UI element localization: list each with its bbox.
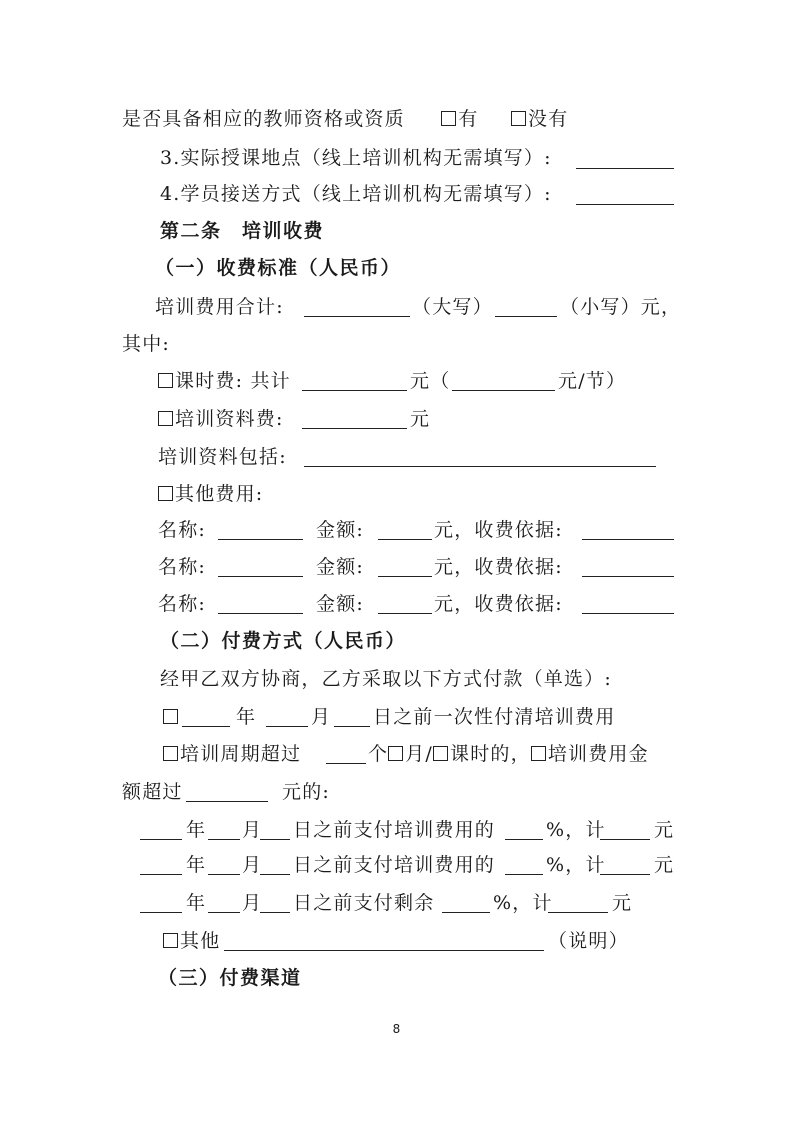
remaining-pct-label: %，计 <box>493 892 553 914</box>
payment-intro-label: 经甲乙双方协商，乙方采取以下方式付款（单选）: <box>160 668 613 690</box>
material-include-line <box>158 444 287 470</box>
cycle-count-field[interactable] <box>326 743 366 764</box>
installment-amount-field[interactable] <box>600 819 650 840</box>
yes-checkbox[interactable] <box>441 111 456 126</box>
installment-year-field[interactable] <box>140 819 182 840</box>
year-label: 年 <box>186 892 207 914</box>
cycle-amount-field[interactable] <box>186 781 268 802</box>
installment-pct-label: %，计 <box>546 854 606 876</box>
fee-name-field[interactable] <box>218 593 303 614</box>
fee-name-label: 名称: <box>158 556 207 578</box>
among-line <box>122 331 170 357</box>
total-fee-label: 培训费用合计: <box>155 296 284 318</box>
fee-basis-label: 元，收费依据: <box>434 593 563 615</box>
month-label: 月 <box>242 854 263 876</box>
other-fee-line <box>158 481 263 507</box>
material-fee-yuan-wrap <box>410 406 430 432</box>
section-1-heading <box>155 255 401 281</box>
fee-basis-label: 元，收费依据: <box>434 519 563 541</box>
article-2-title: 第二条 培训收费 <box>160 220 325 242</box>
fee-amount-label: 金额: <box>316 556 365 578</box>
other-payment-checkbox[interactable] <box>163 933 178 948</box>
one-time-day-field[interactable] <box>334 706 370 727</box>
article-2-heading <box>160 218 324 244</box>
one-time-year-field[interactable] <box>182 706 230 727</box>
cycle-amount-over-label: 额超过 <box>122 781 183 803</box>
cycle-unit-label: 个 <box>368 743 389 765</box>
payment-intro-line <box>160 666 612 692</box>
total-uppercase-label-wrap <box>412 294 493 320</box>
hour-fee-per-field[interactable] <box>452 370 555 391</box>
year-label: 年 <box>186 819 207 841</box>
remaining-amount-field[interactable] <box>548 892 608 913</box>
cycle-amount-label: 培训费用金 <box>547 743 649 765</box>
cycle-hour-checkbox[interactable] <box>433 746 448 761</box>
fee-basis-field[interactable] <box>582 593 674 614</box>
installment-month-field[interactable] <box>208 819 240 840</box>
installment-day-field[interactable] <box>260 819 290 840</box>
hour-fee-per-wrap <box>558 368 626 394</box>
hour-fee-label: 课时费: 共计 <box>175 370 291 392</box>
total-lowercase-field[interactable] <box>495 296 557 317</box>
fee-name-field[interactable] <box>218 519 303 540</box>
installment-pct-field[interactable] <box>505 819 543 840</box>
teaching-location-label: 3.实际授课地点（线上培训机构无需填写）: <box>160 147 552 169</box>
hour-fee-yuan-wrap <box>410 368 450 394</box>
year-label: 年 <box>236 706 257 728</box>
cycle-amount-line <box>122 779 183 805</box>
fee-basis-label: 元，收费依据: <box>434 556 563 578</box>
fee-basis-field[interactable] <box>582 556 674 577</box>
remaining-day-field[interactable] <box>260 892 290 913</box>
material-fee-yuan: 元 <box>410 408 431 430</box>
fee-amount-field[interactable] <box>378 556 432 577</box>
cycle-checkbox[interactable] <box>163 746 178 761</box>
pickup-method-field[interactable] <box>576 184 674 205</box>
remaining-day-label: 日之前支付剩余 <box>293 892 435 914</box>
installment-year-field[interactable] <box>140 854 182 875</box>
installment-day-label: 日之前支付培训费用的 <box>293 819 496 841</box>
total-fee-line <box>155 294 284 320</box>
fee-basis-field[interactable] <box>582 519 674 540</box>
section-2-title: （二）付费方式（人民币） <box>160 630 407 652</box>
teaching-location-line <box>160 145 552 171</box>
cycle-amount-checkbox[interactable] <box>531 746 546 761</box>
material-fee-checkbox[interactable] <box>158 411 173 426</box>
page-number: 8 <box>392 1022 401 1036</box>
cycle-amount-yuan-wrap <box>282 779 330 805</box>
installment-amount-field[interactable] <box>600 854 650 875</box>
section-1-title: （一）收费标准（人民币） <box>155 257 402 279</box>
cycle-hour-label: 课时的， <box>450 743 531 765</box>
no-label: 没有 <box>528 108 569 130</box>
teacher-qualification-label: 是否具备相应的教师资格或资质 <box>122 108 405 130</box>
hour-fee-total-field[interactable] <box>302 370 407 391</box>
month-label: 月 <box>311 706 332 728</box>
no-checkbox[interactable] <box>511 111 526 126</box>
section-3-title: （三）付费渠道 <box>158 967 302 989</box>
material-fee-label: 培训资料费: <box>175 408 284 430</box>
hour-fee-checkbox[interactable] <box>158 373 173 388</box>
one-time-checkbox[interactable] <box>163 709 178 724</box>
material-fee-field[interactable] <box>302 408 407 429</box>
section-3-heading <box>158 965 302 991</box>
month-label: 月 <box>242 819 263 841</box>
pickup-method-line <box>160 181 552 207</box>
total-uppercase-label: （大写） <box>412 296 493 318</box>
other-payment-label: 其他 <box>180 930 221 952</box>
material-include-field[interactable] <box>304 446 656 467</box>
total-lowercase-label-wrap <box>560 294 681 320</box>
total-uppercase-field[interactable] <box>304 296 410 317</box>
hour-fee-per-label: 元/节） <box>558 370 627 392</box>
installment-yuan-label: 元 <box>654 854 675 876</box>
cycle-label: 培训周期超过 <box>180 743 302 765</box>
other-payment-field[interactable] <box>224 930 544 951</box>
installment-yuan-label: 元 <box>654 819 675 841</box>
other-fee-checkbox[interactable] <box>158 486 173 501</box>
material-fee-line <box>158 406 284 432</box>
yes-label: 有 <box>458 108 479 130</box>
hour-fee-yuan: 元（ <box>410 370 451 392</box>
cycle-month-checkbox[interactable] <box>388 746 403 761</box>
one-time-day-label: 日之前一次性付清培训费用 <box>373 706 616 728</box>
fee-name-field[interactable] <box>218 556 303 577</box>
other-fee-label: 其他费用: <box>175 483 264 505</box>
hour-fee-line <box>158 368 291 394</box>
explain-label: （说明） <box>548 930 629 952</box>
installment-day-field[interactable] <box>260 854 290 875</box>
remaining-month-field[interactable] <box>208 892 240 913</box>
material-include-label: 培训资料包括: <box>158 446 287 468</box>
among-label: 其中: <box>122 333 171 355</box>
one-time-month-field[interactable] <box>266 706 308 727</box>
fee-name-label: 名称: <box>158 519 207 541</box>
fee-amount-field[interactable] <box>378 593 432 614</box>
remaining-pct-field[interactable] <box>442 892 490 913</box>
fee-amount-label: 金额: <box>316 593 365 615</box>
total-lowercase-label: （小写）元， <box>560 296 682 318</box>
cycle-month-label: 月/ <box>405 743 434 765</box>
fee-amount-field[interactable] <box>378 519 432 540</box>
cycle-amount-yuan: 元的: <box>282 781 331 803</box>
month-label: 月 <box>242 892 263 914</box>
pickup-method-label: 4.学员接送方式（线上培训机构无需填写）: <box>160 183 552 205</box>
remaining-year-field[interactable] <box>140 892 182 913</box>
installment-day-label: 日之前支付培训费用的 <box>293 854 496 876</box>
remaining-yuan-label: 元 <box>612 892 633 914</box>
section-2-heading <box>160 628 406 654</box>
fee-name-label: 名称: <box>158 593 207 615</box>
installment-pct-label: %，计 <box>546 819 606 841</box>
teaching-location-field[interactable] <box>576 148 674 169</box>
installment-pct-field[interactable] <box>505 854 543 875</box>
fee-amount-label: 金额: <box>316 519 365 541</box>
teacher-qualification-line <box>122 106 568 132</box>
year-label: 年 <box>186 854 207 876</box>
installment-month-field[interactable] <box>208 854 240 875</box>
